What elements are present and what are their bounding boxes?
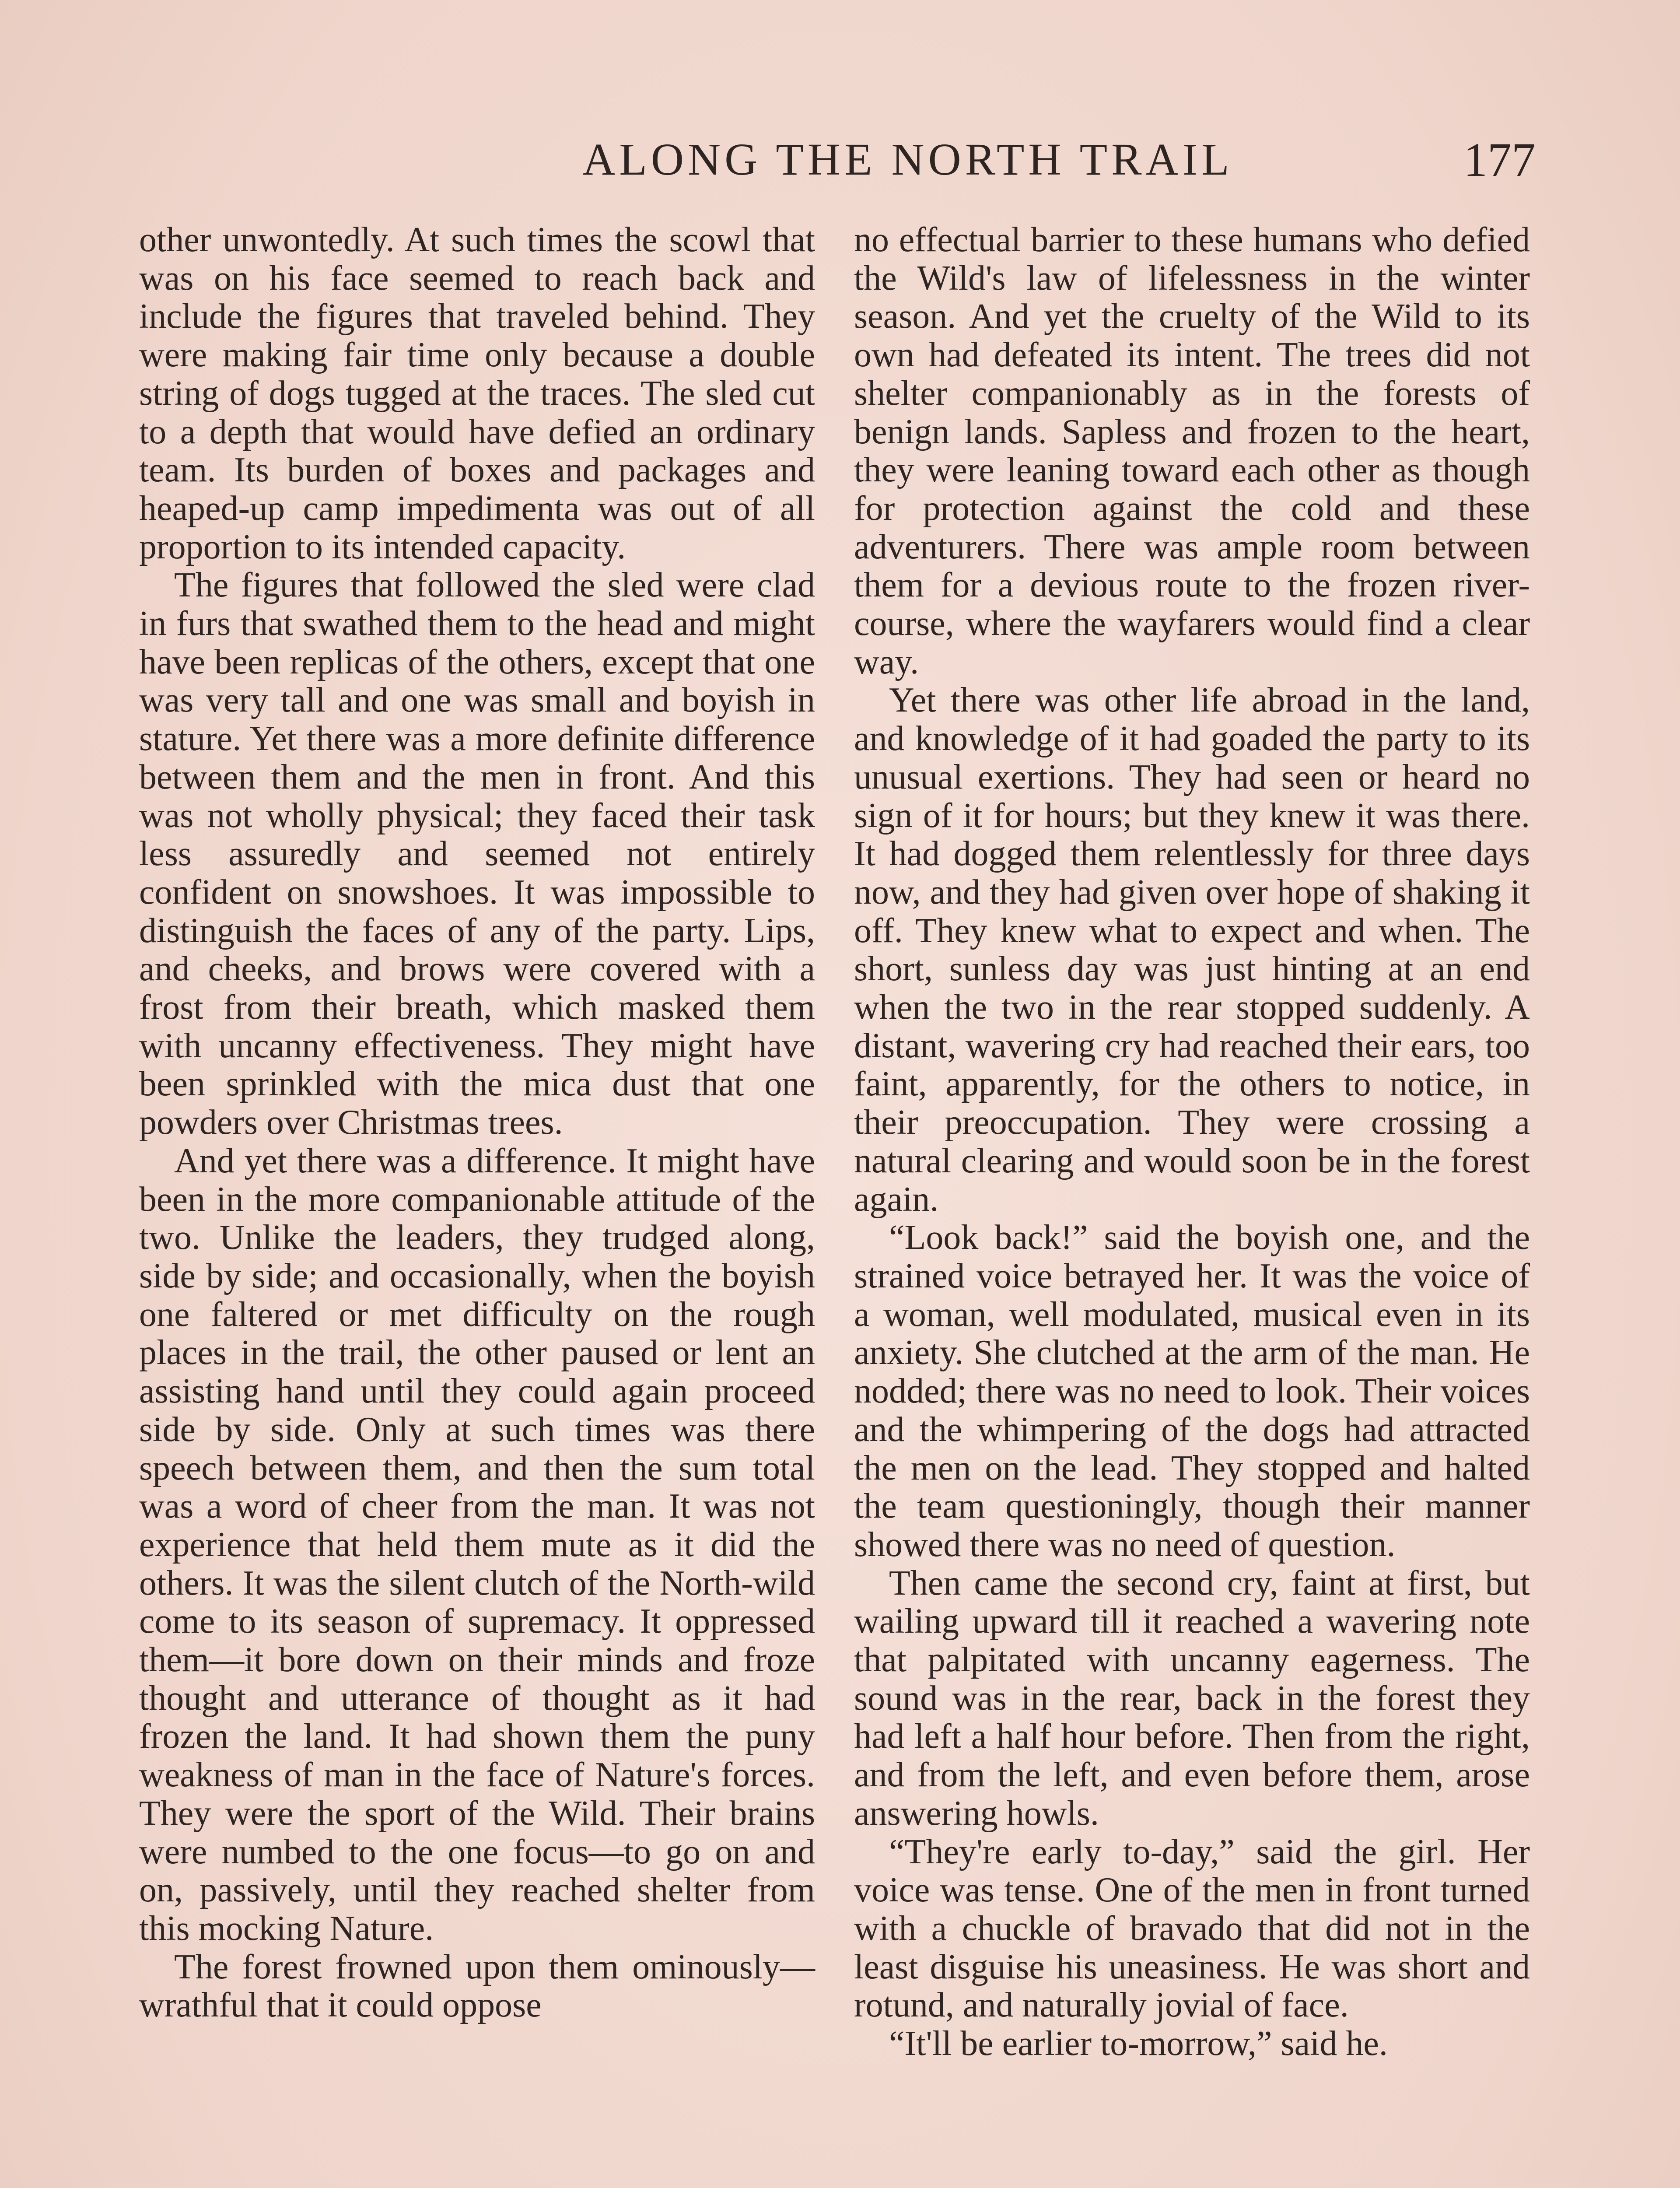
paragraph: Then came the second cry, faint at first, but wailing upward till it reached a wavering note that palpitated with uncanny eagerness. The sound was in the rear, back in the forest they had left a half hour before. Then from the right, and from the left, and even before them, arose answering howls. [854, 1564, 1530, 1833]
paragraph: The figures that followed the sled were clad in furs that swathed them to the head and might have been replicas of the others, except that one was very tall and one was small and boyish in stature. Yet there was a more definite difference between them and the men in front. And this was not wholly physical; they faced their task less assuredly and seemed not entirely confident on snowshoes. It was impossible to distinguish the faces of any of the party. Lips, and cheeks, and brows were covered with a frost from their breath, which masked them with uncanny effectiveness. They might have been sprinkled with the mica dust that one powders over Christmas trees. [139, 566, 815, 1142]
paragraph: And yet there was a difference. It might have been in the more companionable attitude of the two. Unlike the leaders, they trudged along, side by side; and occasionally, when the boyish one faltered or met difficulty on the rough places in the trail, the other paused or lent an assisting hand until they could again proceed side by side. Only at such times was there speech between them, and then the sum total was a word of cheer from the man. It was not experience that held them mute as it did the others. It was the silent clutch of the North-wild come to its season of supremacy. It oppressed them—it bore down on their minds and froze thought and utterance of thought as it had frozen the land. It had shown them the puny weakness of man in the face of Nature's forces. They were the sport of the Wild. Their brains were numbed to the one focus—to go on and on, passively, until they reached shelter from this mocking Nature. [139, 1141, 815, 1948]
running-title: ALONG THE NORTH TRAIL [582, 134, 1233, 185]
paragraph: other unwontedly. At such times the scowl that was on his face seemed to reach back and include the figures that traveled behind. They were making fair time only because a double string of dogs tugged at the traces. The sled cut to a depth that would have defied an ordinary team. Its burden of boxes and packages and heaped-up camp impedimenta was out of all proportion to its intended capacity. [139, 221, 815, 566]
page-number: 177 [1463, 133, 1536, 186]
paragraph: no effectual barrier to these humans who defied the Wild's law of lifelessness in the winter season. And yet the cruelty of the Wild to its own had defeated its intent. The trees did not shelter companionably as in the forests of benign lands. Sapless and frozen to the heart, they were leaning toward each other as though for protection against the cold and these adventurers. There was ample room between them for a devious route to the frozen river-course, where the wayfarers would find a clear way. [854, 221, 1530, 681]
paragraph: The forest frowned upon them ominously—wrathful that it could oppose [139, 1947, 815, 2025]
running-head [136, 127, 1536, 193]
text-column-right [854, 221, 1530, 2188]
paragraph: “Look back!” said the boyish one, and the strained voice betrayed her. It was the voice of a woman, well modulated, musical even in its anxiety. She clutched at the arm of the man. He nodded; there was no need to look. Their voices and the whimpering of the dogs had attracted the men on the lead. They stopped and halted the team questioningly, though their manner showed there was no need of question. [854, 1218, 1530, 1564]
text-column-left [139, 221, 815, 2188]
paragraph: “It'll be earlier to-morrow,” said he. [889, 2024, 1388, 2063]
paragraph: “They're early to-day,” said the girl. Her voice was tense. One of the men in front turned with a chuckle of bravado that did not in the least disguise his uneasiness. He was short and rotund, and naturally jovial of face. [854, 1832, 1530, 2025]
paragraph: Yet there was other life abroad in the land, and knowledge of it had goaded the party to its unusual exertions. They had seen or heard no sign of it for hours; but they knew it was there. It had dogged them relentlessly for three days now, and they had given over hope of shaking it off. They knew what to expect and when. The short, sunless day was just hinting at an end when the two in the rear stopped suddenly. A distant, wavering cry had reached their ears, too faint, apparently, for the others to notice, in their preoccupation. They were crossing a natural clearing and would soon be in the forest again. [854, 681, 1530, 1219]
